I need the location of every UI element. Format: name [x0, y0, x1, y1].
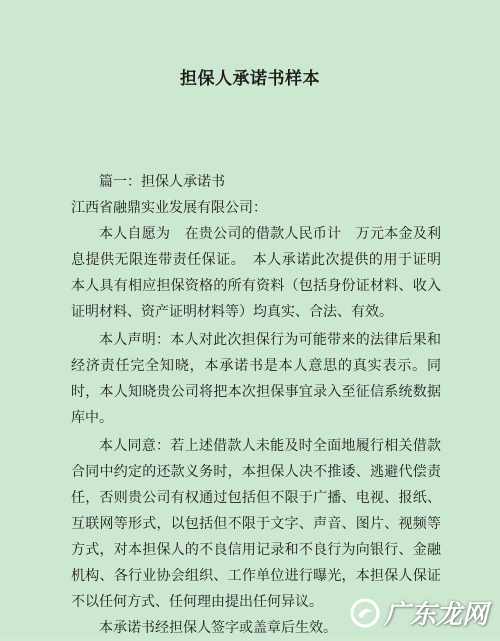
- watermark-text: 广东龙网: [383, 600, 488, 630]
- watermark: [350, 594, 488, 631]
- addressee: 江西省融鼎实业发展有限公司：: [71, 200, 267, 216]
- document-title: 担保人承诺书样本: [180, 69, 320, 89]
- logo-icon: [350, 598, 380, 628]
- paragraph-effective: 本承诺书经担保人签字或盖章后生效。: [99, 620, 337, 636]
- document-body: [71, 169, 441, 641]
- section-heading: 篇一：担保人承诺书: [99, 174, 225, 190]
- paragraph-guarantee: 本人自愿为 在贵公司的借款人民币计 万元本金及利息提供无限连带责任保证。 本人承诺此次提供的用于证明本人具有相应担保资格的所有资料（包括身份证材料、收入证明材料、资产证明材料等）均真实、合法、有效。: [71, 226, 441, 320]
- paragraph-declaration: 本人声明：本人对此次担保行为可能带来的法律后果和经济责任完全知晓，本承诺书是本人意思的真实表示。同时，本人知晓贵公司将把本次担保事宜录入至征信系统数据库中。: [71, 332, 441, 426]
- paragraph-consent: 本人同意：若上述借款人未能及时全面地履行相关借款合同中约定的还款义务时，本担保人决不推诿、逃避代偿责任，否则贵公司有权通过包括但不限于广播、电视、报纸、互联网等形式，以包括但不限于文字、声音、图片、视频等方式，对本担保人的不良信用记录和不良行为向银行、金融机构、各行业协会组织、工作单位进行曝光，本担保人保证不以任何方式、任何理由提出任何异议。: [71, 438, 441, 610]
